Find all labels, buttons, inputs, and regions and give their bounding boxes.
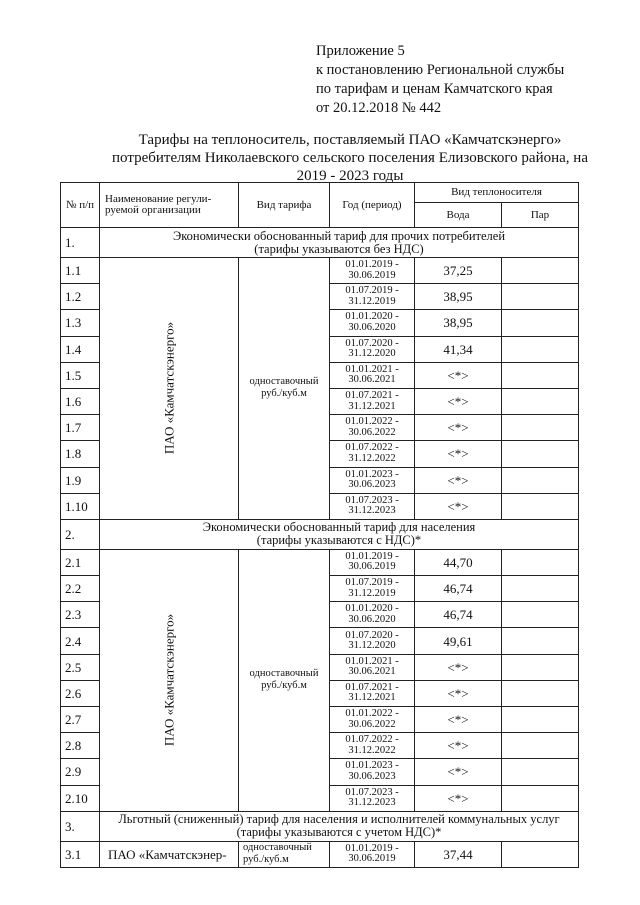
water-value: <*> (415, 707, 502, 733)
period-start: 01.01.2019 - (345, 842, 399, 854)
period-cell (330, 733, 415, 759)
row-number: 2.1 (61, 549, 100, 575)
organization-name: ПАО «Камчатскэнер- (108, 846, 227, 862)
section-title-line: Льготный (сниженный) тариф для населения и исполнителей коммунальных услуг (118, 812, 560, 827)
water-value: <*> (415, 362, 502, 388)
period-end: 31.12.2019 (348, 295, 396, 307)
period-end: 31.12.2019 (348, 587, 396, 599)
period-end: 30.06.2022 (348, 718, 396, 730)
period-start: 01.01.2020 - (345, 311, 399, 323)
period-cell (330, 441, 415, 467)
title-line: потребителям Николаевского сельского поселения Елизовского района, на (112, 150, 588, 166)
row-number: 1.3 (61, 310, 100, 336)
steam-value (502, 759, 579, 785)
period-start: 01.01.2021 - (345, 655, 399, 667)
row-number: 1.8 (61, 441, 100, 467)
period-cell (330, 628, 415, 654)
period-end: 31.12.2021 (348, 692, 396, 704)
period-end: 30.06.2021 (348, 666, 396, 678)
period-end: 30.06.2021 (348, 374, 396, 386)
period-start: 01.07.2023 - (345, 786, 399, 798)
period-end: 30.06.2022 (348, 426, 396, 438)
period-start: 01.01.2020 - (345, 603, 399, 615)
water-value: <*> (415, 785, 502, 811)
period-end: 31.12.2021 (348, 400, 396, 412)
period-cell (330, 602, 415, 628)
water-value: <*> (415, 415, 502, 441)
water-value: 38,95 (415, 284, 502, 310)
period-start: 01.07.2020 - (345, 337, 399, 349)
organization-cell (100, 549, 239, 811)
period-cell (330, 680, 415, 706)
appendix-line: от 20.12.2018 № 442 (316, 100, 442, 116)
water-value: 38,95 (415, 310, 502, 336)
section-title-line: (тарифы указываются без НДС) (254, 241, 424, 256)
table-row (61, 549, 579, 575)
water-value: <*> (415, 441, 502, 467)
steam-value (502, 602, 579, 628)
row-number: 2.5 (61, 654, 100, 680)
period-cell (330, 415, 415, 441)
tariff-table (60, 182, 579, 868)
period-cell (330, 654, 415, 680)
period-cell (330, 310, 415, 336)
header-water: Вода (415, 203, 502, 228)
steam-value (502, 336, 579, 362)
period-end: 31.12.2022 (348, 744, 396, 756)
section-number: 3. (61, 811, 100, 841)
steam-value (502, 654, 579, 680)
period-cell (330, 258, 415, 284)
period-start: 01.07.2019 - (345, 577, 399, 589)
steam-value (502, 284, 579, 310)
period-cell (330, 336, 415, 362)
row-number: 2.8 (61, 733, 100, 759)
row-number: 2.4 (61, 628, 100, 654)
steam-value (502, 549, 579, 575)
period-cell (330, 388, 415, 414)
section-title-line: Экономически обоснованный тариф для прочих потребителей (172, 228, 506, 243)
row-number: 1.5 (61, 362, 100, 388)
tariff-type-cell: одноставочный руб./куб.м (239, 841, 330, 867)
appendix-line: по тарифам и ценам Камчатского края (316, 81, 553, 97)
period-start: 01.01.2023 - (345, 760, 399, 772)
row-number: 1.2 (61, 284, 100, 310)
water-value: <*> (415, 388, 502, 414)
period-start: 01.01.2023 - (345, 468, 399, 480)
row-number: 3.1 (61, 841, 100, 867)
header-tariff-type: Вид тарифа (239, 183, 330, 228)
row-number: 2.7 (61, 707, 100, 733)
row-number: 2.6 (61, 680, 100, 706)
period-cell (330, 467, 415, 493)
period-end: 31.12.2020 (348, 348, 396, 360)
period-end: 30.06.2023 (348, 479, 396, 491)
period-cell (330, 841, 415, 867)
header-org: Наименование регули-руемой организации (100, 183, 239, 228)
period-end: 30.06.2019 (348, 561, 396, 573)
period-start: 01.01.2021 - (345, 363, 399, 375)
steam-value (502, 467, 579, 493)
period-end: 31.12.2023 (348, 505, 396, 517)
section-row (61, 519, 579, 549)
row-number: 1.6 (61, 388, 100, 414)
steam-value (502, 628, 579, 654)
row-number: 2.9 (61, 759, 100, 785)
period-cell (330, 759, 415, 785)
period-end: 31.12.2020 (348, 640, 396, 652)
water-value: 41,34 (415, 336, 502, 362)
section-title-line: (тарифы указываются с учетом НДС)* (236, 825, 442, 840)
steam-value (502, 362, 579, 388)
steam-value (502, 441, 579, 467)
header-steam: Пар (502, 203, 579, 228)
table-header-row (61, 183, 579, 203)
appendix-line: к постановлению Региональной службы (316, 62, 565, 78)
period-start: 01.01.2019 - (345, 259, 399, 271)
period-cell (330, 549, 415, 575)
section-row (61, 811, 579, 841)
section-title (100, 519, 579, 549)
period-end: 31.12.2022 (348, 452, 396, 464)
period-cell (330, 284, 415, 310)
steam-value (502, 310, 579, 336)
steam-value (502, 388, 579, 414)
period-cell (330, 362, 415, 388)
header-period: Год (период) (330, 183, 415, 228)
period-start: 01.01.2022 - (345, 708, 399, 720)
section-title (100, 228, 579, 258)
water-value: <*> (415, 654, 502, 680)
water-value: <*> (415, 680, 502, 706)
tariff-type-cell: одноставочный руб./куб.м (239, 549, 330, 811)
period-cell (330, 493, 415, 519)
period-end: 31.12.2023 (348, 797, 396, 809)
water-value: <*> (415, 759, 502, 785)
section-number: 1. (61, 228, 100, 258)
period-end: 30.06.2020 (348, 321, 396, 333)
organization-name: ПАО «Камчатскэнерго» (161, 614, 177, 747)
period-start: 01.01.2022 - (345, 416, 399, 428)
period-start: 01.07.2021 - (345, 681, 399, 693)
period-start: 01.01.2019 - (345, 550, 399, 562)
row-number: 1.7 (61, 415, 100, 441)
water-value: <*> (415, 467, 502, 493)
water-value: 49,61 (415, 628, 502, 654)
period-end: 30.06.2019 (348, 269, 396, 281)
steam-value (502, 733, 579, 759)
row-number: 1.1 (61, 258, 100, 284)
organization-name: ПАО «Камчатскэнерго» (161, 322, 177, 455)
row-number: 2.3 (61, 602, 100, 628)
section-title-line: Экономически обоснованный тариф для населения (202, 520, 476, 535)
water-value: <*> (415, 733, 502, 759)
period-start: 01.07.2021 - (345, 390, 399, 402)
section-row (61, 228, 579, 258)
period-start: 01.07.2023 - (345, 494, 399, 506)
row-number: 1.4 (61, 336, 100, 362)
water-value: 37,44 (415, 841, 502, 867)
steam-value (502, 841, 579, 867)
row-number: 2.10 (61, 785, 100, 811)
steam-value (502, 576, 579, 602)
steam-value (502, 258, 579, 284)
header-coolant: Вид теплоносителя (415, 183, 579, 203)
water-value: 44,70 (415, 549, 502, 575)
tariff-type-cell: одноставочный руб./куб.м (239, 258, 330, 520)
period-end: 30.06.2020 (348, 613, 396, 625)
table-row (61, 258, 579, 284)
row-number: 2.2 (61, 576, 100, 602)
title-line: 2019 - 2023 годы (296, 168, 404, 184)
section-number: 2. (61, 519, 100, 549)
steam-value (502, 707, 579, 733)
organization-cell (100, 841, 239, 867)
period-cell (330, 707, 415, 733)
section-title-line: (тарифы указываются с НДС)* (256, 533, 422, 548)
period-cell (330, 785, 415, 811)
steam-value (502, 785, 579, 811)
water-value: <*> (415, 493, 502, 519)
title-line: Тарифы на теплоноситель, поставляемый ПАО «Камчатскэнерго» (138, 132, 562, 148)
section-title (100, 811, 579, 841)
water-value: 46,74 (415, 602, 502, 628)
period-cell (330, 576, 415, 602)
period-end: 30.06.2023 (348, 770, 396, 782)
period-start: 01.07.2019 - (345, 285, 399, 297)
appendix-line: Приложение 5 (316, 43, 405, 59)
water-value: 46,74 (415, 576, 502, 602)
period-start: 01.07.2022 - (345, 734, 399, 746)
period-start: 01.07.2022 - (345, 442, 399, 454)
steam-value (502, 493, 579, 519)
document-title (60, 131, 640, 185)
organization-cell (100, 258, 239, 520)
period-start: 01.07.2020 - (345, 629, 399, 641)
water-value: 37,25 (415, 258, 502, 284)
table-row (61, 841, 579, 867)
header-num: № п/п (61, 183, 100, 228)
steam-value (502, 415, 579, 441)
row-number: 1.9 (61, 467, 100, 493)
period-end: 30.06.2019 (348, 853, 396, 865)
row-number: 1.10 (61, 493, 100, 519)
steam-value (502, 680, 579, 706)
appendix-block (316, 42, 564, 118)
